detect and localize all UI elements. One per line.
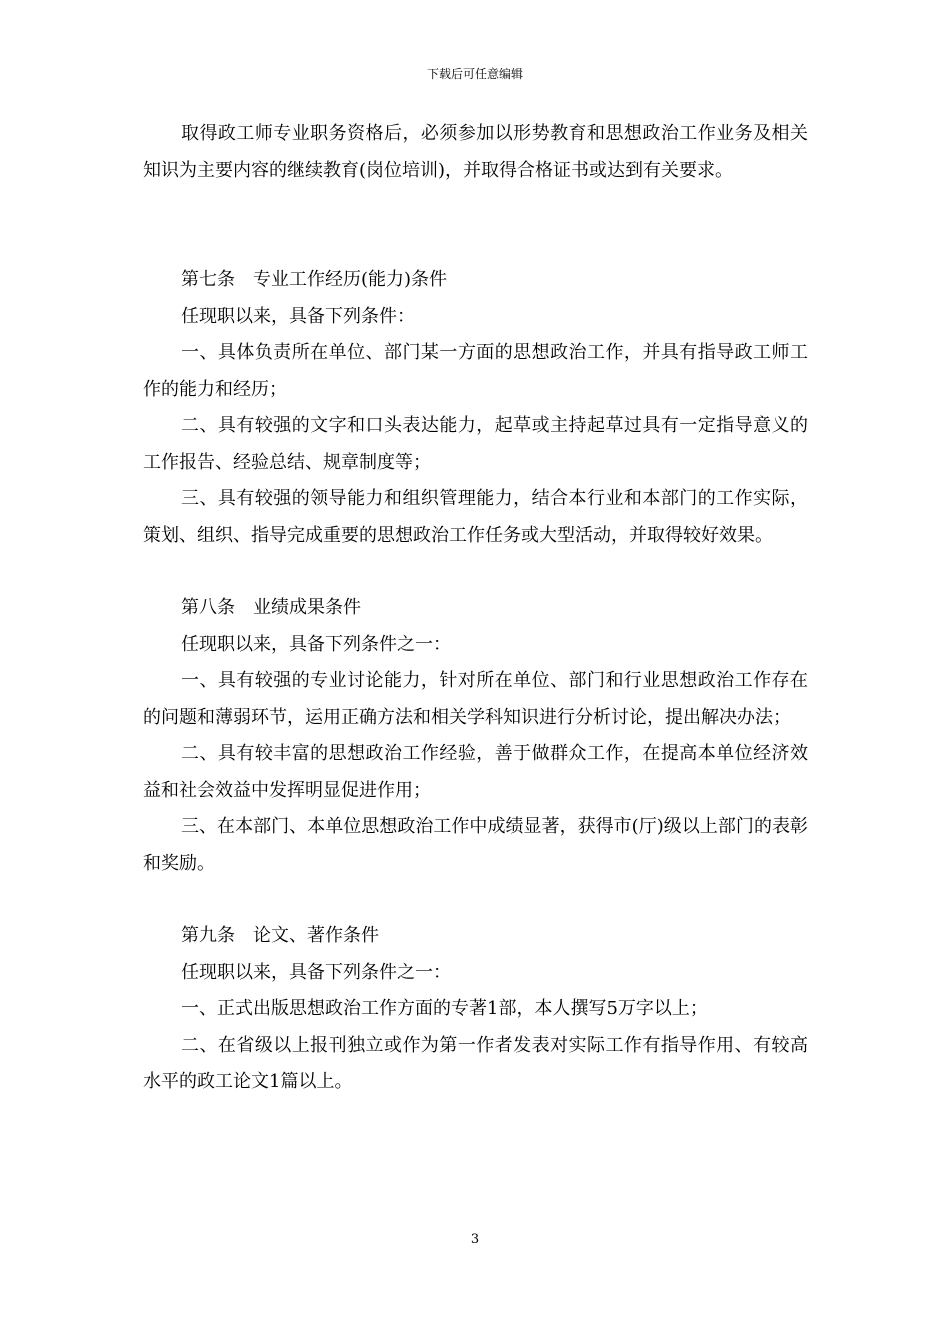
article-8-item-2: 二、具有较丰富的思想政治工作经验，善于做群众工作，在提高本单位经济效益和社会效益中发挥明显促进作用； [143,743,808,801]
article-8-item-3: 三、在本部门、本单位思想政治工作中成绩显著，获得市(厅)级以上部门的表彰和奖励。 [143,816,808,874]
article-8-item-1: 一、具有较强的专业讨论能力，针对所在单位、部门和行业思想政治工作存在的问题和薄弱环节，运用正确方法和相关学科知识进行分析讨论，提出解决办法； [143,670,808,728]
page-number: 3 [470,1232,480,1247]
article-8-title: 第八条 业绩成果条件 [181,597,361,618]
document-body [143,116,808,1101]
article-7-item-2: 二、具有较强的文字和口头表达能力，起草或主持起草过具有一定指导意义的工作报告、经验总结、规章制度等； [143,415,808,473]
article-9-intro: 任现职以来，具备下列条件之一： [181,961,451,983]
article-8-intro: 任现职以来，具备下列条件之一： [181,633,451,655]
article-7-title: 第七条 专业工作经历(能力)条件 [181,269,448,290]
spacer [143,554,808,590]
article-7-intro: 任现职以来，具备下列条件： [181,305,415,327]
article-9-title: 第九条 论文、著作条件 [181,925,379,946]
page-header: 下载后可任意编辑 [426,67,523,81]
article-7-item-1: 一、具体负责所在单位、部门某一方面的思想政治工作，并具有指导政工师工作的能力和经历； [143,342,808,400]
article-9-item-2: 二、在省级以上报刊独立或作为第一作者发表对实际工作有指导作用、有较高水平的政工论文1篇以上。 [143,1034,808,1092]
spacer [143,882,808,918]
top-paragraph: 取得政工师专业职务资格后，必须参加以形势教育和思想政治工作业务及相关知识为主要内容的继续教育(岗位培训)，并取得合格证书或达到有关要求。 [143,123,808,181]
article-7-item-3: 三、具有较强的领导能力和组织管理能力，结合本行业和本部门的工作实际，策划、组织、指导完成重要的思想政治工作任务或大型活动，并取得较好效果。 [143,488,808,546]
article-9-item-1: 一、正式出版思想政治工作方面的专著1部，本人撰写5万字以上； [181,998,708,1019]
spacer [143,189,808,262]
